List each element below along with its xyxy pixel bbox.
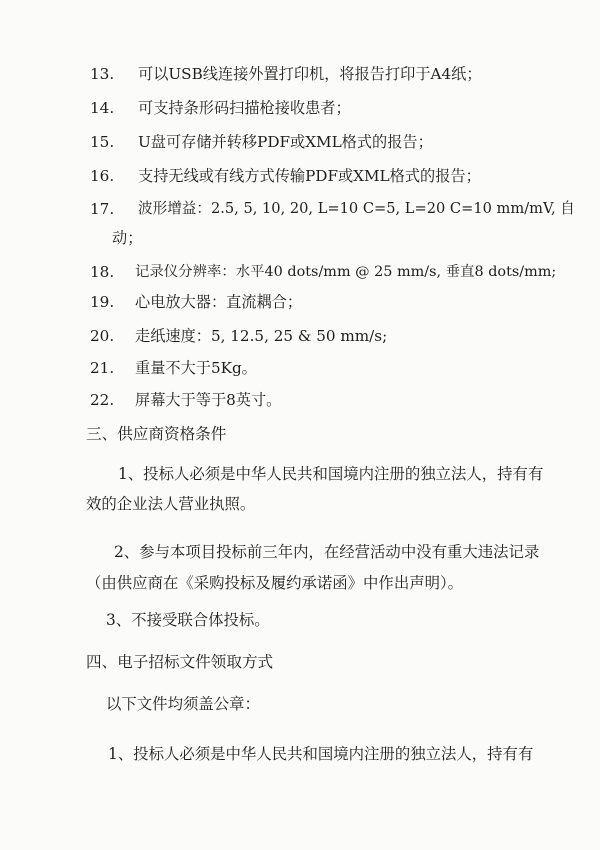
paragraph-line: 2、参与本项目投标前三年内，在经营活动中没有重大违法记录 <box>114 543 540 561</box>
paragraph-line: 效的企业法人营业执照。 <box>86 495 256 513</box>
list-number: 13. <box>90 65 115 83</box>
list-text: 可以USB线连接外置打印机，将报告打印于A4纸； <box>138 65 482 83</box>
paragraph-line: （由供应商在《采购投标及履约承诺函》中作出声明）。 <box>86 574 464 592</box>
list-text-continuation: 动； <box>112 229 143 247</box>
paragraph-line: 以下文件均须盖公章： <box>106 695 260 713</box>
list-number: 22. <box>90 391 115 409</box>
section-heading: 四、电子招标文件领取方式 <box>86 653 274 671</box>
list-text: 心电放大器：直流耦合； <box>135 293 303 311</box>
list-text: 记录仪分辨率：水平40 dots/mm @ 25 mm/s, 垂直8 dots/mm; <box>135 264 557 280</box>
list-number: 17. <box>90 200 115 218</box>
list-text: 屏幕大于等于8英寸。 <box>135 391 282 409</box>
list-text: U盘可存储并转移PDF或XML格式的报告； <box>138 133 433 151</box>
paragraph-line: 1、投标人必须是中华人民共和国境内注册的独立法人，持有有 <box>108 745 534 763</box>
list-text: 走纸速度：5, 12.5, 25 & 50 mm/s; <box>135 327 388 345</box>
list-number: 18. <box>90 263 115 281</box>
list-number: 19. <box>90 293 115 311</box>
list-number: 20. <box>90 327 115 345</box>
paragraph-line: 1、投标人必须是中华人民共和国境内注册的独立法人，持有有 <box>118 465 544 483</box>
list-number: 15. <box>90 133 115 151</box>
list-text: 支持无线或有线方式传输PDF或XML格式的报告； <box>138 167 481 185</box>
list-number: 14. <box>90 99 115 117</box>
list-number: 16. <box>90 167 115 185</box>
section-heading: 三、供应商资格条件 <box>86 425 227 443</box>
list-number: 21. <box>90 359 115 377</box>
list-text: 波形增益：2.5, 5, 10, 20, L=10 C=5, L=20 C=10 mm/mV, 自 <box>138 200 575 217</box>
list-text: 可支持条形码扫描枪接收患者； <box>138 99 351 117</box>
list-text: 重量不大于5Kg。 <box>135 359 257 377</box>
paragraph-line: 3、不接受联合体投标。 <box>106 611 270 629</box>
